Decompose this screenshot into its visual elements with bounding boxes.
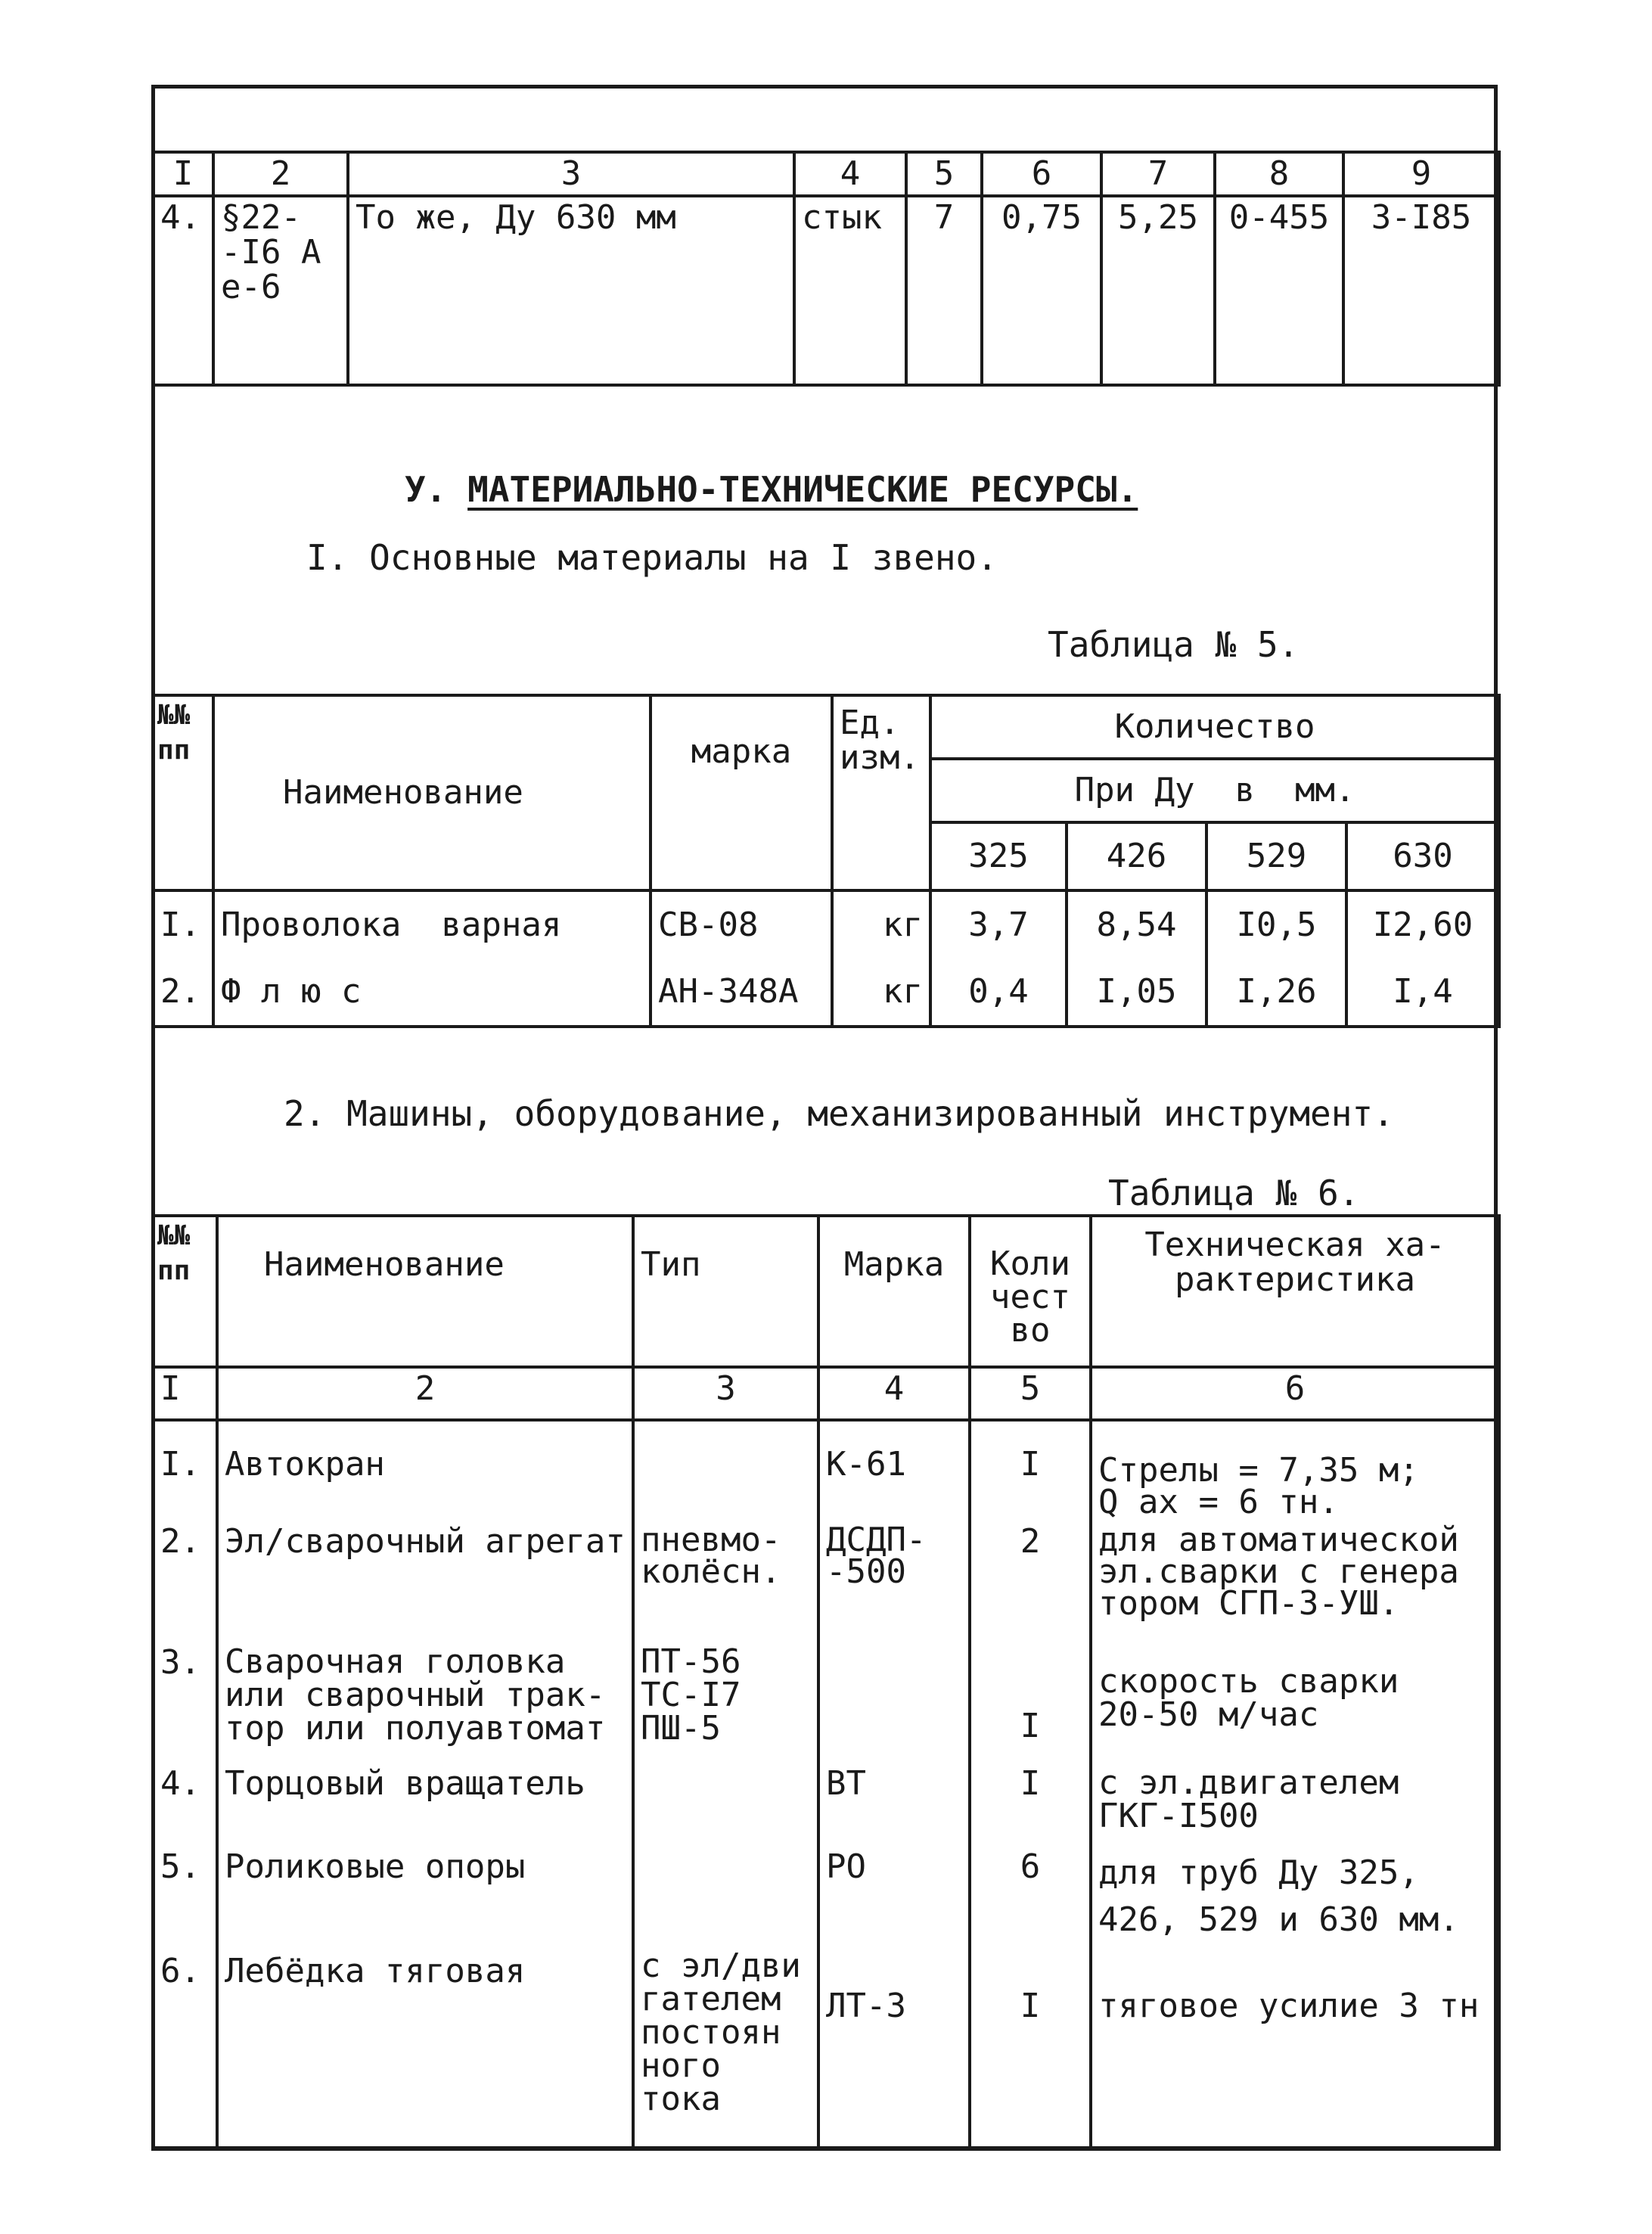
machines-table	[151, 1214, 1501, 2151]
row-number: I.	[153, 890, 213, 959]
machine-characteristic: с эл.двигателем ГКГ-I500	[1091, 1763, 1499, 1847]
machine-type: пневмо- колёсн.	[633, 1521, 818, 1642]
colnum: 8	[1215, 152, 1343, 196]
table5-caption: Таблица № 5.	[1048, 624, 1300, 665]
colnum: 3	[348, 152, 794, 196]
machine-name: Сварочная головка или сварочный трак- тор или полуавтомат	[217, 1642, 633, 1763]
diameter-529: 529	[1206, 822, 1346, 890]
material-unit: кг	[832, 959, 930, 1027]
machine-name: Лебёдка тяговая	[217, 1947, 633, 2149]
material-unit: кг	[832, 890, 930, 959]
colnum: 4	[794, 152, 906, 196]
table-row	[153, 1642, 1499, 1763]
header-characteristic: Техническая ха- рактеристика	[1091, 1216, 1499, 1367]
colnum: 5	[906, 152, 982, 196]
qty-325: 3,7	[930, 890, 1067, 959]
qty-630: I,4	[1346, 959, 1499, 1027]
colnum: I	[153, 152, 213, 196]
cell-8: 0-455	[1215, 196, 1343, 385]
norm-reference: §22- -I6 A e-6	[213, 196, 348, 385]
header-diameter: При Ду в мм.	[930, 759, 1499, 822]
colnum: I	[153, 1367, 217, 1420]
continuation-table	[151, 151, 1501, 387]
row-number: 4.	[153, 196, 213, 385]
colnum: 4	[818, 1367, 970, 1420]
machine-mark: РО	[818, 1847, 970, 1947]
unit: стык	[794, 196, 906, 385]
machine-type: с эл/дви гателем постоян ного тока	[633, 1947, 818, 2149]
material-name: Ф л ю с	[213, 959, 651, 1027]
header-name: Наименование	[213, 695, 651, 890]
header-number: №№ пп	[153, 1216, 217, 1367]
header-number: №№ пп	[153, 695, 213, 890]
row-number: I.	[153, 1420, 217, 1521]
machine-name: Эл/сварочный агрегат	[217, 1521, 633, 1642]
table-row	[153, 959, 1499, 1027]
machine-name: Торцовый вращатель	[217, 1763, 633, 1847]
colnum: 6	[1091, 1367, 1499, 1420]
row-number: 3.	[153, 1642, 217, 1763]
machine-qty: 6	[970, 1847, 1091, 1947]
qty-529: I,26	[1206, 959, 1346, 1027]
row-number: 2.	[153, 959, 213, 1027]
table-row	[153, 1763, 1499, 1847]
column-number-row	[153, 152, 1499, 196]
machine-mark: ЛТ-3	[818, 1947, 970, 2149]
machine-characteristic: скорость сварки 20-50 м/час	[1091, 1642, 1499, 1763]
material-mark: АН-348А	[651, 959, 832, 1027]
colnum: 7	[1101, 152, 1215, 196]
machine-mark: ДСДП- -500	[818, 1521, 970, 1642]
diameter-426: 426	[1067, 822, 1206, 890]
cell-6: 0,75	[982, 196, 1101, 385]
table-row	[153, 196, 1499, 385]
header-quantity: Количество	[930, 695, 1499, 759]
material-mark: СВ-08	[651, 890, 832, 959]
table-row	[153, 1521, 1499, 1642]
machine-characteristic: для автоматической эл.сварки с генера тором СГП-3-УШ.	[1091, 1521, 1499, 1642]
row-number: 5.	[153, 1847, 217, 1947]
machine-mark: К-61	[818, 1420, 970, 1521]
colnum: 6	[982, 152, 1101, 196]
machine-type: ПТ-56 ТС-I7 ПШ-5	[633, 1642, 818, 1763]
row-number: 6.	[153, 1947, 217, 2149]
colnum: 2	[217, 1367, 633, 1420]
header-mark: Марка	[818, 1216, 970, 1367]
machine-type	[633, 1847, 818, 1947]
qty-325: 0,4	[930, 959, 1067, 1027]
document-page	[151, 85, 1498, 2150]
cell-5: 7	[906, 196, 982, 385]
cell-7: 5,25	[1101, 196, 1215, 385]
row-number: 4.	[153, 1763, 217, 1847]
machine-qty: I	[970, 1642, 1091, 1763]
header-mark: марка	[651, 695, 832, 890]
header-unit: Ед. изм.	[832, 695, 930, 890]
machine-qty: 2	[970, 1521, 1091, 1642]
row-number: 2.	[153, 1521, 217, 1642]
table-row	[153, 890, 1499, 959]
machine-name: Автокран	[217, 1420, 633, 1521]
colnum: 9	[1343, 152, 1499, 196]
section-title: МАТЕРИАЛЬНО-ТЕХНИЧЕСКИЕ РЕСУРСЫ.	[467, 469, 1138, 510]
qty-630: I2,60	[1346, 890, 1499, 959]
material-name: Проволока варная	[213, 890, 651, 959]
subsection-materials: I. Основные материалы на I звено.	[306, 537, 998, 578]
table-row	[153, 1420, 1499, 1521]
colnum: 2	[213, 152, 348, 196]
machine-qty: I	[970, 1947, 1091, 2149]
table-row	[153, 1847, 1499, 1947]
header-quantity: Коли чест во	[970, 1216, 1091, 1367]
section-heading	[405, 471, 1138, 508]
diameter-630: 630	[1346, 822, 1499, 890]
machine-characteristic: Стрелы = 7,35 м; Q ах = 6 тн.	[1091, 1420, 1499, 1521]
qty-426: I,05	[1067, 959, 1206, 1027]
header-name: Наименование	[217, 1216, 633, 1367]
subsection-machines: 2. Машины, оборудование, механизированный инструмент.	[284, 1093, 1394, 1134]
machine-qty: I	[970, 1420, 1091, 1521]
header-type: Тип	[633, 1216, 818, 1367]
qty-426: 8,54	[1067, 890, 1206, 959]
machine-mark: ВТ	[818, 1763, 970, 1847]
diameter-325: 325	[930, 822, 1067, 890]
table-row	[153, 1947, 1499, 2149]
colnum: 3	[633, 1367, 818, 1420]
machine-type	[633, 1420, 818, 1521]
machine-mark	[818, 1642, 970, 1763]
work-name: То же, Ду 630 мм	[348, 196, 794, 385]
machine-type	[633, 1763, 818, 1847]
materials-table	[151, 694, 1501, 1028]
machine-characteristic: тяговое усилие 3 тн	[1091, 1947, 1499, 2149]
machine-qty: I	[970, 1763, 1091, 1847]
colnum: 5	[970, 1367, 1091, 1420]
cell-9: 3-I85	[1343, 196, 1499, 385]
machine-characteristic: для труб Ду 325, 426, 529 и 630 мм.	[1091, 1847, 1499, 1947]
machine-name: Роликовые опоры	[217, 1847, 633, 1947]
table6-caption: Таблица № 6.	[1108, 1173, 1360, 1213]
qty-529: I0,5	[1206, 890, 1346, 959]
section-number: У.	[405, 469, 447, 510]
